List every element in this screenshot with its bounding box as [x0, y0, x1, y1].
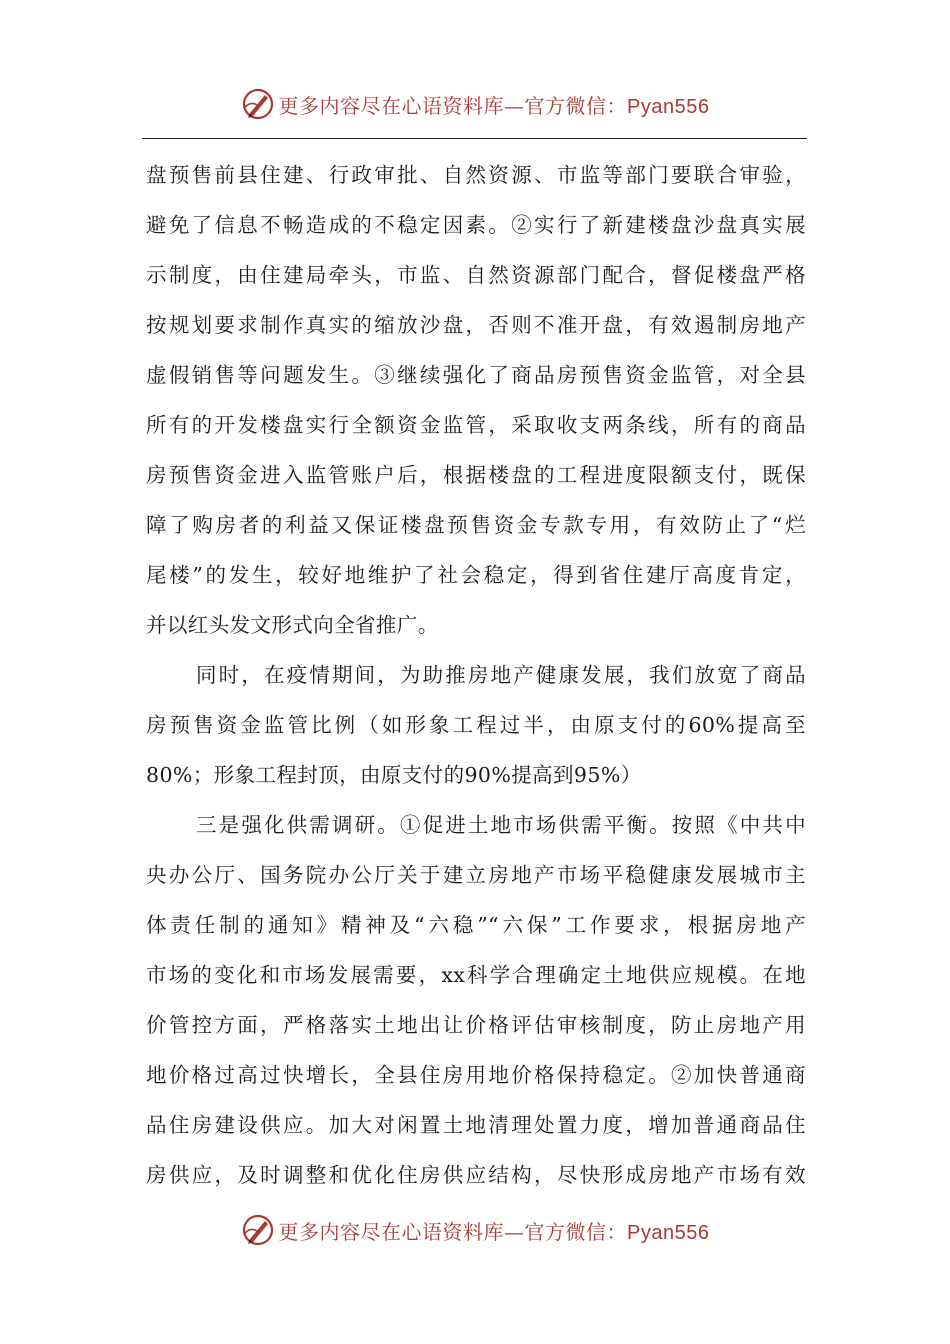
text-line: 示制度，由住建局牵头，市监、自然资源部门配合，督促楼盘严格 — [146, 263, 806, 287]
text-line: 地价格过高过快增长，全县住房用地价格保持稳定。②加快普通商 — [146, 1063, 806, 1087]
paragraph-start-line: 三是强化供需调研。①促进土地市场供需平衡。按照《中共中 — [196, 813, 806, 837]
footer-slogan: 更多内容尽在心语资料库—官方微信： — [278, 1219, 628, 1244]
text-line: 房供应，及时调整和优化住房供应结构，尽快形成房地产市场有效 — [146, 1163, 806, 1187]
pen-logo-icon — [241, 87, 275, 121]
text-line: 并以红头发文形式向全省推广。 — [146, 613, 439, 637]
footer-banner-text — [279, 1216, 710, 1245]
document-body — [146, 150, 806, 1200]
text-line: 避免了信息不畅造成的不稳定因素。②实行了新建楼盘沙盘真实展 — [146, 213, 806, 237]
text-line: 虚假销售等问题发生。③继续强化了商品房预售资金监管，对全县 — [146, 363, 806, 387]
footer-banner — [0, 1207, 950, 1253]
header-wechat-id: Pyan556 — [627, 95, 710, 118]
text-line: 所有的开发楼盘实行全额资金监管，采取收支两条线，所有的商品 — [146, 413, 806, 437]
text-line: 市场的变化和市场发展需要，xx科学合理确定土地供应规模。在地 — [146, 963, 806, 987]
footer-wechat-id: Pyan556 — [627, 1221, 710, 1244]
text-line: 尾楼”的发生，较好地维护了社会稳定，得到省住建厅高度肯定， — [146, 563, 806, 587]
header-banner-text — [279, 90, 710, 119]
text-line: 房预售资金进入监管账户后，根据楼盘的工程进度限额支付，既保 — [146, 463, 806, 487]
paragraph-start-line: 同时，在疫情期间，为助推房地产健康发展，我们放宽了商品 — [196, 663, 806, 687]
text-line: 按规划要求制作真实的缩放沙盘，否则不准开盘，有效遏制房地产 — [146, 313, 806, 337]
pen-logo-icon — [241, 1213, 275, 1247]
text-line: 体责任制的通知》精神及“六稳”“六保”工作要求，根据房地产 — [146, 913, 806, 937]
header-banner — [0, 81, 950, 127]
header-divider — [142, 138, 807, 139]
text-line: 障了购房者的利益又保证楼盘预售资金专款专用，有效防止了“烂 — [146, 513, 806, 537]
text-line: 央办公厅、国务院办公厅关于建立房地产市场平稳健康发展城市主 — [146, 863, 806, 887]
text-line: 品住房建设供应。加大对闲置土地清理处置力度，增加普通商品住 — [146, 1113, 806, 1137]
text-line: 80%；形象工程封顶，由原支付的90%提高到95%） — [146, 763, 642, 787]
text-line: 盘预售前县住建、行政审批、自然资源、市监等部门要联合审验， — [146, 163, 806, 187]
text-line: 房预售资金监管比例（如形象工程过半，由原支付的60%提高至 — [146, 713, 806, 737]
text-line: 价管控方面，严格落实土地出让价格评估审核制度，防止房地产用 — [146, 1013, 806, 1037]
header-slogan: 更多内容尽在心语资料库—官方微信： — [278, 93, 628, 118]
